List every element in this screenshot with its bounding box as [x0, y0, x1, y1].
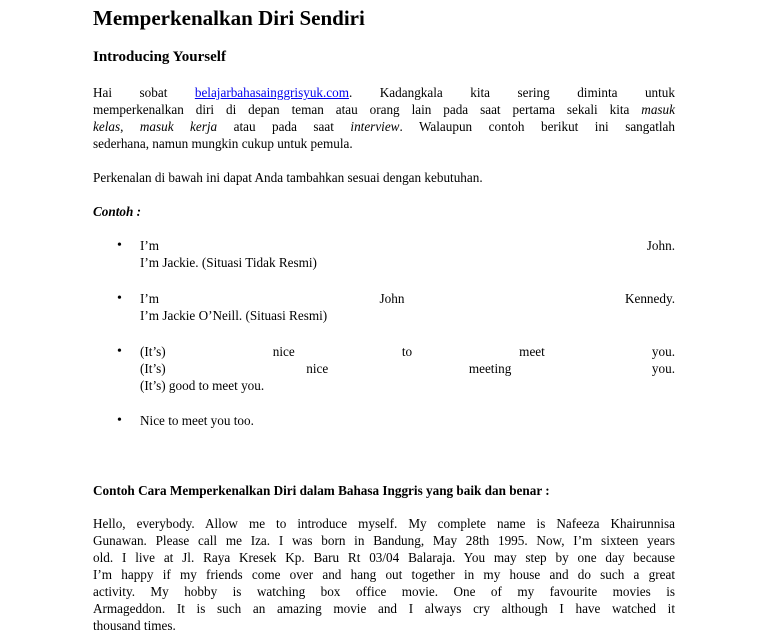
- document-subtitle: Introducing Yourself: [93, 49, 226, 65]
- document-title: Memperkenalkan Diri Sendiri: [93, 6, 365, 30]
- contoh-label: Contoh :: [93, 204, 142, 219]
- list-item: (It’s) nice to meet you. (It’s) nice meeting you. (It’s) good to meet you.: [140, 344, 675, 393]
- intro-line-2: memperkenalkan diri di depan teman atau orang lain pada saat pertama sekali kita masuk: [93, 102, 675, 117]
- intro-line-4: sederhana, namun mungkin cukup untuk pemula.: [93, 136, 353, 151]
- example-paragraph: Hello, everybody. Allow me to introduce myself. My complete name is Nafeeza Khairunnisa Gunawan. Please call me Iza. I was born in Bandung, May 28th 1995. Now, I’m sixteen years old. I live at Jl. Raya Kresek Kp. Baru Rt 03/04 Balaraja. You may step by one day because I’m happy if my friends come over and hang out together in my house and do such a great activity. My hobby is watching box office movie. One of my favourite movies is Armageddon. It is such an amazing movie and I always cry although I have watched it thousand times.: [93, 516, 675, 633]
- list-item: Nice to meet you too.: [140, 413, 254, 428]
- bullet-icon: •: [117, 238, 122, 253]
- site-link[interactable]: belajarbahasainggrisyuk.com: [194, 85, 350, 100]
- intro-paragraph: [93, 84, 675, 152]
- paragraph-2: Perkenalan di bawah ini dapat Anda tambahkan sesuai dengan kebutuhan.: [93, 170, 483, 185]
- list-item: I’m John Kennedy. I’m Jackie O’Neill. (Situasi Resmi): [140, 291, 675, 323]
- intro-line-3: kelas, masuk kerja atau pada saat interview. Walaupun contoh berikut ini sangatlah: [93, 119, 675, 134]
- bullet-icon: •: [117, 291, 122, 306]
- bullet-icon: •: [117, 344, 122, 359]
- intro-line-1: Hai sobat belajarbahasainggrisyuk.com. Kadangkala kita sering diminta untuk: [93, 85, 675, 100]
- list-item: I’m John. I’m Jackie. (Situasi Tidak Resmi): [140, 238, 675, 270]
- bullet-icon: •: [117, 413, 122, 428]
- section-heading: Contoh Cara Memperkenalkan Diri dalam Bahasa Inggris yang baik dan benar :: [93, 483, 550, 498]
